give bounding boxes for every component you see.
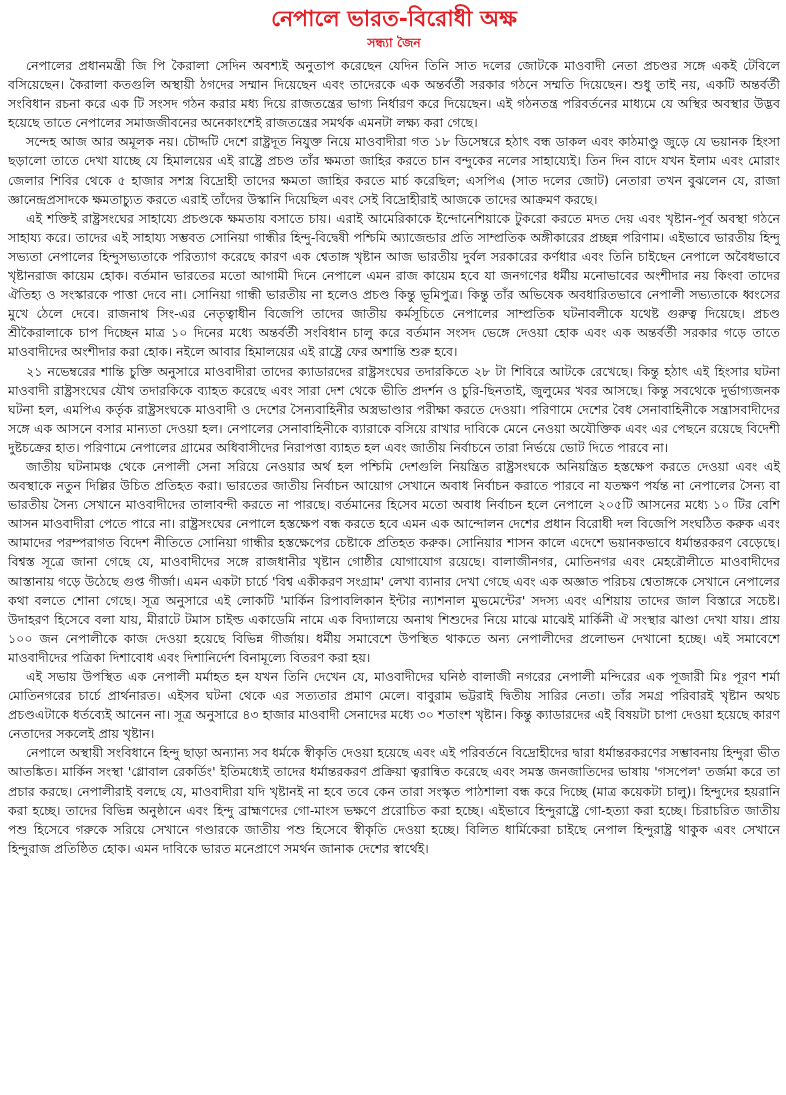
- article-author: সন্ধ্যা জৈন: [367, 35, 421, 50]
- article-paragraph: এই শক্তিই রাষ্ট্রসংঘের সাহায্যে প্রচণ্ডকে ক্ষমতায় বসাতে চায়। এরাই আমেরিকাকে ইন্দোনেশিয়াকে টুকরো করতে মদত দেয় এবং খৃষ্টান-পূর্ব অবস্থা গঠনে সাহায্য করে। তাদের এই সাহায্য সম্ভবত সোনিয়া গান্ধীর হিন্দু-বিদ্বেষী পশ্চিমি অ্যাজেন্ডার প্রতি সাম্প্রতিক অঙ্গীকারের প্রচ্ছন্ন পরিণাম। এইভাবে ভারতীয় হিন্দু সভ্যতা নেপালের হিন্দুসভ্যতাকে পরিত্যাগ করেছে কারণ এক শ্বেতাঙ্গ খৃষ্টান আজ ভারতীয় দুর্বল সরকারের কর্ণধার এবং তিনি চাইছেন নেপালে অবৈধভাবে খৃষ্টানরাজ কায়েম হোক। বর্তমান ভারতের মতো আগামী দিনে নেপালে এমন রাজ কায়েম হবে যা জনগণের ধর্মীয় মনোভাবের অংশীদার নয় কিংবা তাদের ঐতিহ্য ও সংস্কারকে পাত্তা দেবে না। সোনিয়া গান্ধী ভারতীয় না হলেও প্রচণ্ড কিন্তু ভূমিপুত্র। কিন্তু তাঁর অভিষেক অবধারিতভাবে নেপালী সভ্যতাকে ধ্বংসের মুখে ঠেলে দেবে। রাজনাথ সিং-এর নেতৃত্বাধীন বিজেপি তাদের জাতীয় কর্মসূচিতে নেপালের সাম্প্রতিক ঘটনাবলীকে যথেষ্ট গুরুত্ব দিয়েছে। প্রচণ্ড শ্রীকৈরালাকে চাপ দিচ্ছেন মাত্র ১০ দিনের মধ্যে অন্তর্বর্তী সংবিধান চালু করে বর্তমান সংসদ ভেঙ্গে দেওয়া হোক এবং এক অন্তর্বর্তী সরকার গড়ে তাতে মাওবাদীদের অংশীদার করা হোক। নইলে আবার হিমালয়ের এই রাষ্ট্রে ফের অশান্তি শুরু হবে।: [8, 210, 780, 360]
- article-paragraph: জাতীয় ঘটনামঞ্চ থেকে নেপালী সেনা সরিয়ে নেওয়ার অর্থ হল পশ্চিমি দেশগুলি নিয়ন্ত্রিত রাষ্ট্রসংঘকে অনিয়ন্ত্রিত হস্তক্ষেপ করতে দেওয়া এবং এই অবস্থাকে নতুন দিল্লির উচিত প্রতিহত করা। ভারতের জাতীয় নির্বাচন আয়োগ সেখানে অবাধ নির্বাচন করাতে পারবে না যতক্ষণ পর্যন্ত না নেপালের সৈন্য বা ভারতীয় সৈন্য সেখানে মাওবাদীদের তালাবন্দী করতে না পারছে। বর্তমানের হিসেব মতো অবাধ নির্বাচন হলে নেপালে ২০৫টি আসনের মধ্যে ১০ টির বেশি আসন মাওবাদীরা পেতে পারে না। রাষ্ট্রসংঘের নেপালে হস্তক্ষেপ বন্ধ করতে হবে এমন এক আন্দোলন দেশের প্রধান বিরোধী দল বিজেপি সংঘঠিত করুক এবং আমাদের পরম্পরাগত বিদেশ নীতিতে সোনিয়া গান্ধীর হস্তক্ষেপের চেষ্টাকে প্রতিহত করুক। সোনিয়ার শাসন কালে এদেশে ভয়ানকভাবে ধর্মান্তরকরণ বেড়েছে। বিশ্বস্ত সূত্রে জানা গেছে যে, মাওবাদীদের সঙ্গে রাজধানীর খৃষ্টান গোষ্ঠীর যোগাযোগ রয়েছে। বালাজীনগর, মোতিনগর এবং মেহরৌলীতে মাওবাদীদের আস্তানায় গড়ে উঠেছে গুপ্ত গীর্জা। এমন একটা চার্চে 'বিশ্ব একীকরণ সংগ্রাম' লেখা ব্যানার দেখা গেছে এবং এক অজ্ঞাত পরিচয় শ্বেতাঙ্গকে সেখানে নেপালের কথা বলতে শোনা গেছে। সূত্র অনুসারে এই লোকটি 'মার্কিন রিপাবলিকান ইন্টার ন্যাশনাল মুভমেন্টের' সদস্য এবং এশিয়ায় তাদের জাল বিস্তারে সচেষ্ট। উদাহরণ হিসেবে বলা যায়, মীরাটে টমাস চাইল্ড একাডেমি নামে এক বিদ্যালয়ে অনাথ শিশুদের নিয়ে মাঝে মাঝেই মার্কিনী ঐ সংস্থার ঝাণ্ডা দেখা যায়। প্রায় ১০০ জন নেপালীকে কাজ দেওয়া হয়েছে বিভিন্ন গীর্জায়। ধর্মীয় সমাবেশে উপস্থিত থাকতে অন্য নেপালীদের প্রলোভন দেখানো হচ্ছে। এই সমাবেশে মাওবাদীদের পত্রিকা দিশাবোধ এবং দিশানির্দেশ বিনামূল্যে বিতরণ করা হয়।: [8, 458, 781, 665]
- article-paragraph: ২১ নভেম্বরের শান্তি চুক্তি অনুসারে মাওবাদীরা তাদের ক্যাডারদের রাষ্ট্রসংঘের তদারকিতে ২৮ টা শিবিরে আটকে রেখেছে। কিন্তু হঠাৎ এই হিংসার ঘটনা মাওবাদী রাষ্ট্রসংঘের যৌথ তদারকিকে ব্যাহত করেছে এবং সারা দেশ থেকে ভীতি প্রদর্শন ও চুরি-ছিনতাই, জুলুমের খবর আসছে। কিন্তু সবথেকে দুর্ভাগ্যজনক ঘটনা হল, এমপিএ কর্তৃক রাষ্ট্রসংঘকে মাওবাদী ও দেশের সৈন্যবাহিনীর অস্ত্রভাণ্ডার পরীক্ষা করতে দেওয়া। পরিণামে দেশের বৈধ সেনাবাহিনীকে সন্ত্রাসবাদীদের সঙ্গে এক আসনে বসার মান্যতা দেওয়া হল। নেপালের সেনাবাহিনীকে ব্যারাকে বসিয়ে রাখার দাবিকে মেনে নেওয়া অযৌক্তিক এবং এর পেছনে রয়েছে বিদেশী দুষ্টচক্রের হাত। পরিণামে নেপালের গ্রামের অধিবাসীদের নিরাপত্তা ব্যাহত হল এবং জাতীয় নির্বাচনে তারা নির্ভয়ে ভোট দিতে পারবে না।: [8, 363, 780, 455]
- article-paragraph: এই সভায় উপস্থিত এক নেপালী মর্মাহত হন যখন তিনি দেখেন যে, মাওবাদীদের ঘনিষ্ঠ বালাজী নগরের নেপালী মন্দিরের এক পূজারী মিঃ পূরণ শর্মা মোতিনগরের চার্চে প্রার্থনারত। এইসব ঘটনা থেকে এর সত্যতার প্রমাণ মেলে। বাবুরাম ভট্টরাই দ্বিতীয় সারির নেতা। তাঁর সমগ্র পরিবারই খৃষ্টান অথচ প্রচণ্ডএটাকে ধর্তব্যেই আনেন না। সূত্র অনুসারে ৪৩ হাজার মাওবাদী সেনাদের মধ্যে ৩০ শতাংশ খৃষ্টান। কিন্তু ক্যাডারদের এই বিষয়টা চাপা দেওয়া হয়েছে কারণ নেতাদের সকলেই প্রায় খৃষ্টান।: [8, 669, 780, 742]
- article-title: নেপালে ভারত-বিরোধী অক্ষ: [271, 7, 517, 32]
- article-paragraph: সন্দেহ আজ আর অমূলক নয়। চৌদ্দটি দেশে রাষ্ট্রদূত নিযুক্ত নিয়ে মাওবাদীরা গত ১৮ ডিসেম্বরে হঠাৎ বন্ধ ডাকল এবং কাঠমাণ্ডু জুড়ে যে ভয়ানক হিংসা ছড়ালো তাতে দেখা যাচ্ছে যে হিমালয়ের এই রাষ্ট্রে প্রচণ্ড তাঁর ক্ষমতা জাহির করতে চান বন্দুকের নলের সাহায্যেই। তিন দিন বাদে যখন ইলাম এবং মোরাং জেলার শিবির থেকে ৫ হাজার সশস্ত্র বিদ্রোহী তাদের ক্ষমতা জাহির করতে মার্চ করেছিল; এসপিএ (সাত দলের জোট) নেতারা তখন বুঝলেন যে, রাজা জ্ঞানেন্দ্রপ্রসাদকে ক্ষমতাচ্যুত করতে এরাই তাঁদের উস্কানি দিয়েছিল এবং সেই বিদ্রোহীরাই আজকে তাদের আক্রমণ করছে।: [8, 134, 780, 207]
- article-body: [8, 56, 780, 858]
- article-paragraph: নেপালে অস্থায়ী সংবিধানে হিন্দু ছাড়া অন্যান্য সব ধর্মকে স্বীকৃতি দেওয়া হয়েছে এবং এই পরিবর্তনে বিদ্রোহীদের দ্বারা ধর্মান্তরকরণের সম্ভাবনায় হিন্দুরা ভীত আতঙ্কিত। মার্কিন সংস্থা 'গ্লোবাল রেকর্ডিং' ইতিমধ্যেই তাদের ধর্মান্তরকরণ প্রক্রিয়া ত্বরান্বিত করেছে এবং সমস্ত জনজাতিদের ভাষায় 'গসপেল' তর্জমা করে তা প্রচার করছে। নেপালীরাই বলছে যে, মাওবাদীরা যদি খৃষ্টানই না হবে তবে কেন তারা সংস্কৃত পাঠশালা বন্ধ করে দিচ্ছে (মাত্র কয়েকটা চালু)। হিন্দুদের হয়রানি করা হচ্ছে। তাদের বিভিন্ন অনুষ্ঠানে এবং হিন্দু ব্রাহ্মণদের গো-মাংস ভক্ষণে প্ররোচিত করা হচ্ছে। এইভাবে হিন্দুরাষ্ট্রে গো-হত্যা করা হচ্ছে। চিরাচরিত জাতীয় পশু হিসেবে গরুকে সরিয়ে সেখানে গণ্ডারকে জাতীয় পশু হিসেবে স্বীকৃতি দেওয়া হচ্ছে। বিলিত ধার্মিকেরা চাইছে নেপাল হিন্দুরাষ্ট্র থাকুক এবং সেখানে হিন্দুরাজ প্রতিষ্ঠিত হোক। এমন দাবিকে ভারত মনেপ্রাণে সমর্থন জানাক দেশের স্বার্থেই।: [8, 745, 780, 856]
- article-paragraph: নেপালের প্রধানমন্ত্রী জি পি কৈরালা সেদিন অবশ্যই অনুতাপ করেছেন যেদিন তিনি সাত দলের জোটকে মাওবাদী নেতা প্রচণ্ডর সঙ্গে একই টেবিলে বসিয়েছেন। কৈরালা কতগুলি অস্থায়ী ঠগদের সম্মান দিয়েছেন এবং তাদেরকে এক অন্তর্বর্তী সরকার গঠনে সম্মতি দিয়েছেন। শুধু তাই নয়, একটি অন্তর্বর্তী সংবিধান রচনা করে এক টি সংসদ গঠন করার মধ্য দিয়ে রাজতন্ত্রের ভাগ্য নির্ধারণ করে দিয়েছেন। এই গঠনতন্ত্র পরিবর্তনের মাধ্যমে যে অস্থির অবস্থার উদ্ভব হয়েছে তাতে নেপালের সমাজজীবনের অনেকাংশেই রাজতন্ত্রের সমর্থক এমনটা লক্ষ্য করা গেছে।: [8, 58, 780, 131]
